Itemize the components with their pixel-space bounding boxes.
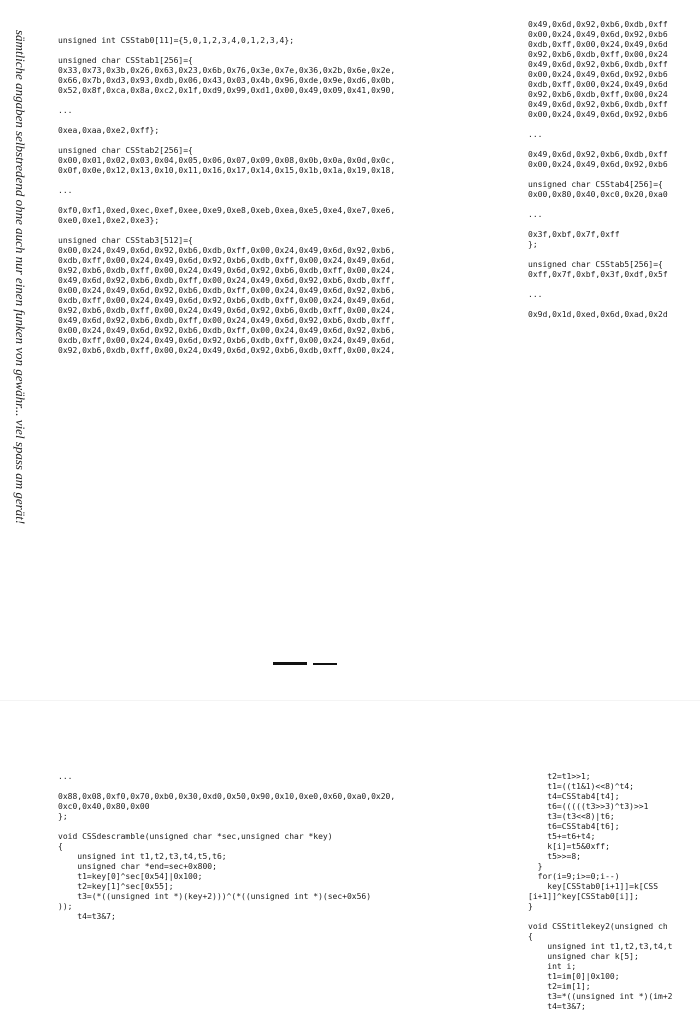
smudge-left <box>273 662 307 665</box>
code-block-top-right: 0x49,0x6d,0x92,0xb6,0xdb,0xff 0x00,0x24,0x49,0x6d,0x92,0xb6 0xdb,0xff,0x00,0x24,0x49,0x6d 0x92,0xb6,0xdb,0xff,0x00,0x24 0x49,0x6d,0x92,0xb6,0xdb,0xff 0x00,0x24,0x49,0x6d,0x92,0xb6 0xdb,0xff,0x00,0x24,0x49,0x6d 0x92,0xb6,0xdb,0xff,0x00,0x24 0x49,0x6d,0x92,0xb6,0xdb,0xff 0x00,0x24,0x49,0x6d,0x92,0xb6 ... 0x49,0x6d,0x92,0xb6,0xdb,0xff 0x00,0x24,0x49,0x6d,0x92,0xb6 unsigned char CSStab4[256]={ 0x00,0x80,0x40,0xc0,0x20,0xa0 ... 0x3f,0xbf,0x7f,0xff }; unsigned char CSStab5[256]={ 0xff,0x7f,0xbf,0x3f,0xdf,0x5f ... 0x9d,0x1d,0xed,0x6d,0xad,0x2d <box>528 20 668 319</box>
code-block-top-left: unsigned int CSStab0[11]={5,0,1,2,3,4,0,1,2,3,4}; unsigned char CSStab1[256]={ 0x33,0x73,0x3b,0x26,0x63,0x23,0x6b,0x76,0x3e,0x7e,0x36,0x2b,0x6e,0x2e, 0x66,0x7b,0xd3,0x93,0xdb,0x06,0x43,0x03,0x4b,0x96,0xde,0x9e,0xd6,0x0b, 0x52,0x8f,0xca,0x8a,0xc2,0x1f,0xd9,0x99,0xd1,0x00,0x49,0x09,0x41,0x90, ... 0xea,0xaa,0xe2,0xff}; unsigned char CSStab2[256]={ 0x00,0x01,0x02,0x03,0x04,0x05,0x06,0x07,0x09,0x08,0x0b,0x0a,0x0d,0x0c, 0x0f,0x0e,0x12,0x13,0x10,0x11,0x16,0x17,0x14,0x15,0x1b,0x1a,0x19,0x18, ... 0xf0,0xf1,0xed,0xec,0xef,0xee,0xe9,0xe8,0xeb,0xea,0xe5,0xe4,0xe7,0xe6, 0xe0,0xe1,0xe2,0xe3}; unsigned char CSStab3[512]={ 0x00,0x24,0x49,0x6d,0x92,0xb6,0xdb,0xff,0x00,0x24,0x49,0x6d,0x92,0xb6, 0xdb,0xff,0x00,0x24,0x49,0x6d,0x92,0xb6,0xdb,0xff,0x00,0x24,0x49,0x6d, 0x92,0xb6,0xdb,0xff,0x00,0x24,0x49,0x6d,0x92,0xb6,0xdb,0xff,0x00,0x24, 0x49,0x6d,0x92,0xb6,0xdb,0xff,0x00,0x24,0x49,0x6d,0x92,0xb6,0xdb,0xff, 0x00,0x24,0x49,0x6d,0x92,0xb6,0xdb,0xff,0x00,0x24,0x49,0x6d,0x92,0xb6, 0xdb,0xff,0x00,0x24,0x49,0x6d,0x92,0xb6,0xdb,0xff,0x00,0x24,0x49,0x6d, 0x92,0xb6,0xdb,0xff,0x00,0x24,0x49,0x6d,0x92,0xb6,0xdb,0xff,0x00,0x24, 0x49,0x6d,0x92,0xb6,0xdb,0xff,0x00,0x24,0x49,0x6d,0x92,0xb6,0xdb,0xff, 0x00,0x24,0x49,0x6d,0x92,0xb6,0xdb,0xff,0x00,0x24,0x49,0x6d,0x92,0xb6, 0xdb,0xff,0x00,0x24,0x49,0x6d,0x92,0xb6,0xdb,0xff,0x00,0x24,0x49,0x6d, 0x92,0xb6,0xdb,0xff,0x00,0x24,0x49,0x6d,0x92,0xb6,0xdb,0xff,0x00,0x24, <box>58 36 396 355</box>
smudge-right <box>313 663 337 665</box>
code-block-bottom-right: t2=t1>>1; t1=((t1&1)<<8)^t4; t4=CSStab4[t4]; t6=(((((t3>>3)^t3)>>1 t3=(t3<<8)|t6; t6=CSStab4[t6]; t5+=t6+t4; k[i]=t5&0xff; t5>>=8; } for(i=9;i>=0;i--) key[CSStab0[i+1]]=k[CSS [i+1]]^key[CSStab0[i]]; } void CSStitlekey2(unsigned ch { unsigned int t1,t2,t3,t4,t unsigned char k[5]; int i; t1=im[0]|0x100; t2=im[1]; t3=*((unsigned int *)(im+2 t4=t3&7; <box>528 772 673 1011</box>
side-note: sämtliche angaben selbstredend ohne auch nur einen funken von gewähr... viel spass am gerät! <box>13 30 28 525</box>
ink-smudge <box>273 661 337 667</box>
code-block-bottom-left: ... 0x88,0x08,0xf0,0x70,0xb0,0x30,0xd0,0x50,0x90,0x10,0xe0,0x60,0xa0,0x20, 0xc0,0x40,0x80,0x00 }; void CSSdescramble(unsigned char *sec,unsigned char *key) { unsigned int t1,t2,t3,t4,t5,t6; unsigned char *end=sec+0x800; t1=key[0]^sec[0x54]|0x100; t2=key[1]^sec[0x55]; t3=(*((unsigned int *)(key+2)))^(*((unsigned int *)(sec+0x56) )); t4=t3&7; <box>58 772 396 921</box>
page-fold <box>0 700 700 701</box>
